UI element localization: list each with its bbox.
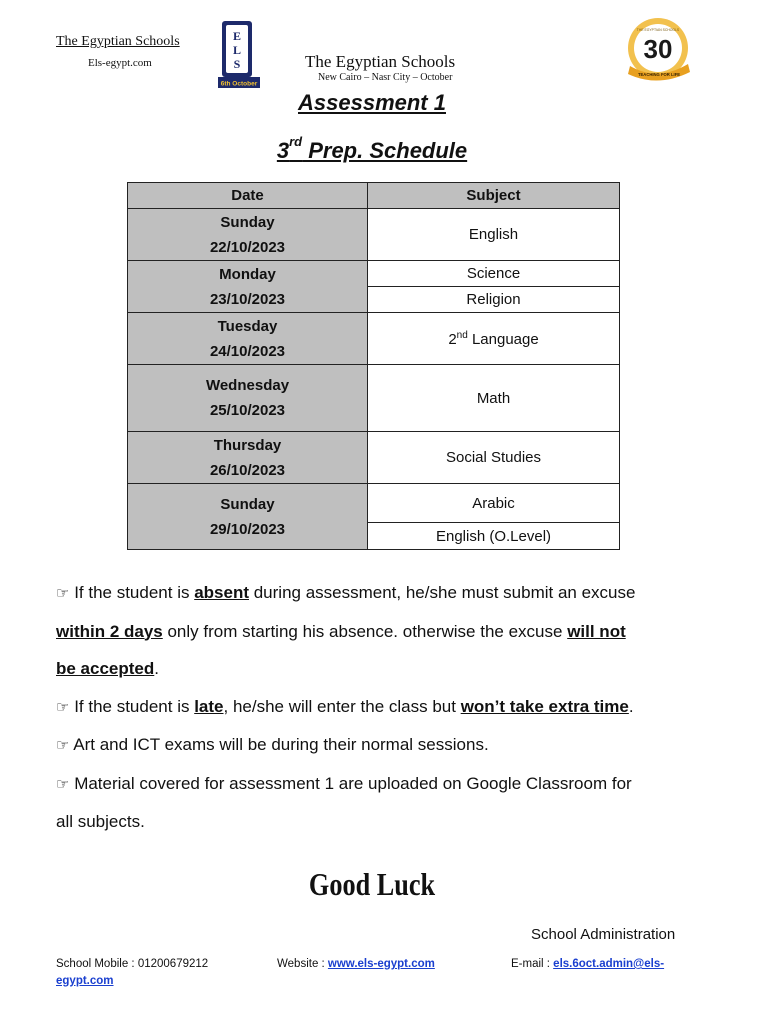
table-row bbox=[128, 432, 620, 484]
badge-ribbon: TEACHING FOR LIFE bbox=[637, 72, 681, 77]
school-name-left: The Egyptian Schools bbox=[56, 34, 180, 49]
badge-text: THE EGYPTIAN SCHOOLS bbox=[636, 28, 680, 32]
date-cell bbox=[128, 365, 368, 432]
website-label: Website : bbox=[277, 958, 328, 970]
table-row bbox=[128, 313, 620, 365]
email-label: E-mail : bbox=[511, 958, 554, 970]
subject-cell: English bbox=[368, 209, 620, 261]
table-row bbox=[128, 261, 620, 287]
badge-number: 30 bbox=[643, 34, 673, 64]
grade-suffix: rd bbox=[289, 134, 303, 149]
table-row bbox=[128, 209, 620, 261]
day-label: Tuesday bbox=[217, 317, 278, 335]
language-text: Language bbox=[467, 330, 539, 348]
date-cell bbox=[128, 484, 368, 550]
table-row bbox=[128, 484, 620, 523]
subject-cell: Social Studies bbox=[368, 432, 620, 484]
footer-email-continued bbox=[56, 975, 114, 987]
footer-mobile: School Mobile : 01200679212 bbox=[56, 958, 209, 970]
language-number: 2 bbox=[448, 330, 457, 348]
date-cell bbox=[128, 209, 368, 261]
schedule-title-text: Prep. Schedule bbox=[302, 138, 468, 163]
date-label: 22/10/2023 bbox=[209, 238, 286, 256]
footer-email bbox=[511, 958, 664, 970]
school-branches: New Cairo – Nasr City – October bbox=[318, 72, 453, 83]
subject-cell: Science bbox=[368, 261, 620, 287]
date-label: 23/10/2023 bbox=[209, 290, 286, 308]
anniversary-badge-logo bbox=[622, 14, 696, 84]
pointing-hand-icon: ☞ bbox=[56, 737, 70, 754]
logo-letter-l: L bbox=[232, 43, 242, 57]
day-label: Monday bbox=[219, 265, 276, 283]
subject-cell bbox=[368, 313, 620, 365]
schedule-table bbox=[127, 182, 620, 550]
instruction-material: ☞ Material covered for assessment 1 are uploaded on Google Classroom for all subjects. bbox=[56, 773, 632, 831]
schedule-title bbox=[0, 134, 744, 164]
date-cell bbox=[128, 313, 368, 365]
grade-number: 3 bbox=[276, 138, 290, 163]
logo-letter-e: E bbox=[232, 29, 242, 43]
date-label: 26/10/2023 bbox=[209, 461, 286, 479]
language-suffix: nd bbox=[456, 329, 468, 341]
instruction-absence: ☞ If the student is absent during assessment, he/she must submit an excuse within 2 days only from starting his absence. otherwise the excuse will not be accepted. bbox=[56, 583, 636, 678]
email-link-continued[interactable]: egypt.com bbox=[56, 975, 114, 987]
pointing-hand-icon: ☞ bbox=[56, 775, 70, 793]
logo-letter-s: S bbox=[233, 57, 241, 71]
date-cell bbox=[128, 432, 368, 484]
date-column-header: Date bbox=[128, 183, 368, 209]
footer-website bbox=[277, 958, 435, 970]
day-label: Wednesday bbox=[205, 377, 290, 394]
assessment-title: Assessment 1 bbox=[298, 90, 446, 115]
date-label: 24/10/2023 bbox=[209, 342, 286, 360]
date-label: 29/10/2023 bbox=[209, 520, 286, 538]
day-label: Sunday bbox=[220, 495, 275, 513]
date-cell bbox=[128, 261, 368, 313]
subject-cell: English (O.Level) bbox=[368, 523, 620, 550]
subject-cell: Religion bbox=[368, 287, 620, 313]
school-url-left: Els-egypt.com bbox=[88, 57, 152, 69]
school-name-center: The Egyptian Schools bbox=[305, 52, 456, 71]
logo-caption: 6th October bbox=[220, 80, 258, 88]
table-row bbox=[128, 365, 620, 432]
email-link[interactable]: els.6oct.admin@els- bbox=[553, 958, 665, 970]
pointing-hand-icon: ☞ bbox=[56, 698, 70, 716]
els-logo bbox=[218, 19, 260, 89]
day-label: Sunday bbox=[220, 213, 275, 231]
table-header-row bbox=[128, 183, 620, 209]
instructions bbox=[56, 574, 706, 841]
date-label: 25/10/2023 bbox=[209, 402, 286, 419]
pointing-hand-icon: ☞ bbox=[56, 585, 70, 602]
day-label: Thursday bbox=[213, 436, 282, 454]
signature: School Administration bbox=[531, 926, 676, 943]
subject-column-header: Subject bbox=[368, 183, 620, 209]
instruction-late: ☞ If the student is late, he/she will enter the class but won’t take extra time. bbox=[56, 696, 634, 716]
website-link[interactable]: www.els-egypt.com bbox=[327, 958, 435, 970]
instruction-art-ict: ☞ Art and ICT exams will be during their normal sessions. bbox=[56, 735, 489, 754]
subject-cell: Math bbox=[368, 365, 620, 432]
good-luck-heading: Good Luck bbox=[308, 866, 436, 902]
subject-cell: Arabic bbox=[368, 484, 620, 523]
